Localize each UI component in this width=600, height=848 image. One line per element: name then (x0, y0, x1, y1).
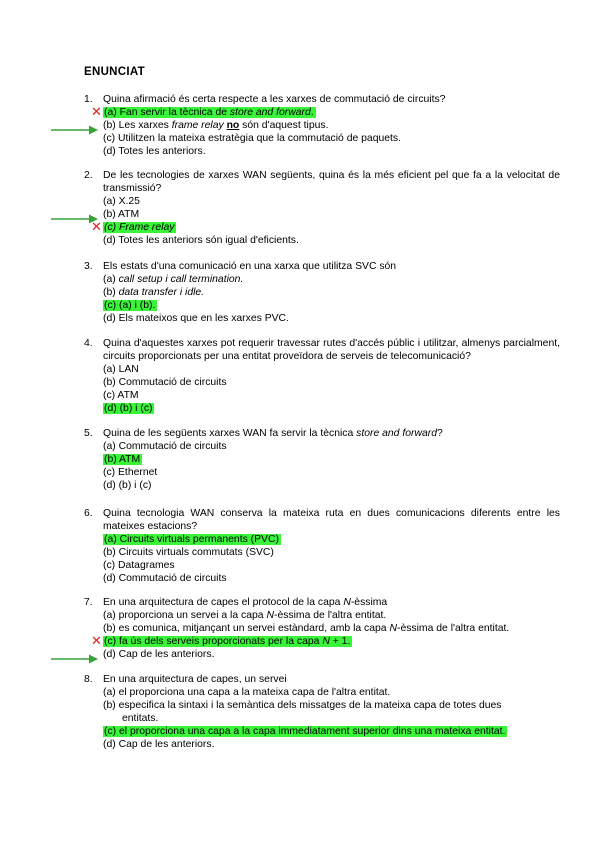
option-b[interactable]: (b) Les xarxes frame relay no són d'aquest tipus. (103, 119, 560, 132)
question-5 (84, 427, 560, 492)
question-text: En una arquitectura de capes, un servei (103, 674, 287, 685)
option-d[interactable]: (d) Totes les anteriors. (103, 146, 206, 157)
question-7 (84, 596, 560, 661)
highlighted-answer: (b) ATM (104, 454, 141, 465)
option-c[interactable]: (c) Ethernet (103, 467, 158, 478)
wrong-answer-icon: ✕ (91, 219, 102, 234)
question-number: 3. (84, 261, 93, 272)
option-c[interactable]: (c) Datagrames (103, 560, 175, 571)
option-a[interactable]: (a) X.25 (103, 196, 140, 207)
option-b[interactable]: (b) data transfer i idle. (103, 287, 205, 298)
option-d[interactable]: (d) Totes les anteriors són igual d'eficients. (103, 235, 299, 246)
question-4 (84, 337, 560, 415)
option-c[interactable] (91, 219, 560, 234)
highlighted-answer: (c) fa ús dels serveis proporcionats per la capa N + 1. (104, 636, 351, 647)
question-6 (84, 507, 560, 585)
option-b[interactable]: (b) Circuits virtuals commutats (SVC) (103, 547, 274, 558)
question-text: En una arquitectura de capes el protocol de la capa N-èssima (103, 597, 388, 608)
question-number: 8. (84, 674, 93, 685)
correct-answer-arrow-icon (51, 125, 99, 135)
question-number: 6. (84, 508, 93, 519)
question-number: 1. (84, 94, 93, 105)
option-d[interactable]: (d) Els mateixos que en les xarxes PVC. (103, 313, 289, 324)
option-b[interactable]: (b) es comunica, mitjançant un servei estàndard, amb la capa N-èssima de l'altra entitat. (103, 623, 510, 634)
option-a[interactable]: (a) LAN (103, 364, 139, 375)
question-number: 4. (84, 338, 93, 349)
wrong-answer-icon: ✕ (91, 633, 102, 648)
question-1 (84, 93, 560, 158)
question-3 (84, 260, 560, 325)
option-d[interactable]: (d) Cap de les anteriors. (103, 648, 560, 661)
option-a[interactable]: (a) proporciona un servei a la capa N-èssima de l'altra entitat. (103, 610, 387, 621)
highlighted-answer: (a) Circuits virtuals permanents (PVC) (104, 534, 279, 545)
option-c[interactable] (91, 633, 560, 648)
question-text: Els estats d'una comunicació en una xarxa que utilitza SVC són (103, 261, 397, 272)
question-number: 7. (84, 597, 93, 608)
option-b[interactable]: (b) ATM (103, 208, 560, 221)
page-title: ENUNCIAT (84, 66, 145, 78)
question-number: 2. (84, 170, 93, 181)
option-c[interactable] (103, 725, 560, 738)
option-d[interactable] (103, 402, 560, 415)
option-c[interactable]: (c) Utilitzen la mateixa estratègia que la commutació de paquets. (103, 133, 402, 144)
option-a[interactable]: (a) call setup i call termination. (103, 274, 244, 285)
question-text: De les tecnologies de xarxes WAN següents, quina és la més eficient pel que fa a la velocitat de transmissió? (103, 170, 560, 194)
highlighted-answer: (a) Fan servir la tècnica de store and forward. (104, 107, 314, 118)
option-a[interactable]: (a) el proporciona una capa a la mateixa capa de l'altra entitat. (103, 687, 391, 698)
question-text: Quina de les següents xarxes WAN fa servir la tècnica store and forward? (103, 428, 443, 439)
wrong-answer-icon: ✕ (91, 104, 102, 119)
question-text: Quina d'aquestes xarxes pot requerir travessar rutes d'accés públic i utilitzar, almenys parcialment, circuits proporcionats per una entitat proveïdora de serveis de telecomunicació? (103, 338, 560, 362)
option-a[interactable] (103, 533, 560, 546)
option-d[interactable]: (d) (b) i (c) (103, 480, 152, 491)
question-8 (84, 673, 560, 751)
highlighted-answer: (d) (b) i (c) (104, 403, 153, 414)
question-text: Quina tecnologia WAN conserva la mateixa ruta en dues comunicacions diferents entre les mateixes estacions? (103, 508, 560, 532)
highlighted-answer: (c) Frame relay (104, 222, 175, 233)
option-b[interactable]: (b) especifica la sintaxi i la semàntica dels missatges de la mateixa capa de totes dues entitats. (103, 700, 502, 724)
option-a[interactable]: (a) Commutació de circuits (103, 441, 227, 452)
question-number: 5. (84, 428, 93, 439)
option-a[interactable] (91, 104, 560, 119)
question-2 (84, 169, 560, 247)
option-b[interactable]: (b) Commutació de circuits (103, 377, 227, 388)
option-d[interactable]: (d) Cap de les anteriors. (103, 739, 215, 750)
correct-answer-arrow-icon (51, 654, 99, 664)
option-c[interactable]: (c) ATM (103, 390, 139, 401)
highlighted-answer: (c) (a) i (b). (104, 300, 156, 311)
option-d[interactable]: (d) Commutació de circuits (103, 573, 227, 584)
question-text: Quina afirmació és certa respecte a les xarxes de commutació de circuits? (103, 94, 446, 105)
option-c[interactable] (103, 299, 560, 312)
option-b[interactable] (103, 453, 560, 466)
highlighted-answer: (c) el proporciona una capa a la capa immediatament superior dins una mateixa entitat. (104, 726, 506, 737)
